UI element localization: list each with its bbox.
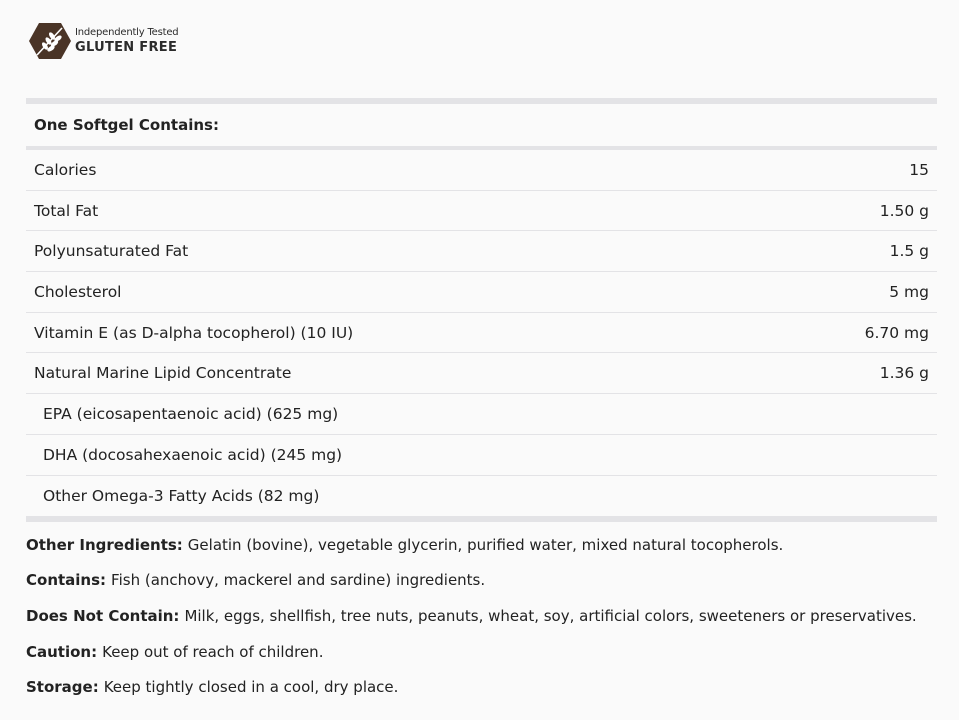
note-text: Keep tightly closed in a cool, dry place. xyxy=(103,678,399,697)
note-other-ingredients xyxy=(26,527,946,563)
facts-row xyxy=(26,353,937,394)
facts-row xyxy=(26,231,937,272)
note-label: Does Not Contain: xyxy=(26,606,180,625)
facts-row xyxy=(26,272,937,313)
facts-subrow xyxy=(26,476,937,517)
badge-tested-label: Independently Tested xyxy=(75,27,179,38)
note-label: Storage: xyxy=(26,678,99,697)
note-does-not-contain xyxy=(26,598,946,634)
facts-row-value: 1.50 g xyxy=(879,201,929,220)
facts-subrow xyxy=(26,435,937,476)
facts-row-label: Natural Marine Lipid Concentrate xyxy=(34,364,292,383)
note-caution xyxy=(26,634,946,670)
note-text: Fish (anchovy, mackerel and sardine) ingredients. xyxy=(111,571,486,590)
facts-row xyxy=(26,191,937,232)
facts-row xyxy=(26,150,937,191)
facts-row-label: Calories xyxy=(34,160,97,179)
facts-row-value: 1.36 g xyxy=(879,364,929,383)
facts-row-label: Vitamin E (as D-alpha tocopherol) (10 IU) xyxy=(34,323,354,342)
note-text: Keep out of reach of children. xyxy=(102,642,324,661)
supplement-facts-table xyxy=(26,98,937,522)
facts-subrow xyxy=(26,394,937,435)
facts-row-label: EPA (eicosapentaenoic acid) (625 mg) xyxy=(43,404,339,423)
facts-row-value: 5 mg xyxy=(889,282,929,301)
note-label: Contains: xyxy=(26,571,107,590)
note-label: Caution: xyxy=(26,642,98,661)
note-label: Other Ingredients: xyxy=(26,535,183,554)
facts-row-label: Polyunsaturated Fat xyxy=(34,242,189,261)
note-text: Gelatin (bovine), vegetable glycerin, purified water, mixed natural tocopherols. xyxy=(187,535,784,554)
facts-row-value: 15 xyxy=(909,160,929,179)
note-text: Milk, eggs, shellfish, tree nuts, peanuts, wheat, soy, artificial colors, sweeteners or preservatives. xyxy=(184,606,917,625)
facts-row-value: 1.5 g xyxy=(889,242,929,261)
facts-header: One Softgel Contains: xyxy=(26,104,937,150)
facts-row-label: Cholesterol xyxy=(34,282,122,301)
ingredient-notes xyxy=(26,527,946,705)
badge-text xyxy=(75,28,178,54)
badge-gluten-free-label: GLUTEN FREE xyxy=(75,40,178,55)
facts-row-label: Total Fat xyxy=(34,201,99,220)
note-contains xyxy=(26,563,946,599)
gluten-free-badge xyxy=(29,22,178,60)
wheat-crossed-icon xyxy=(29,22,71,60)
facts-row-value: 6.70 mg xyxy=(864,323,929,342)
note-storage xyxy=(26,669,946,705)
facts-row-label: Other Omega-3 Fatty Acids (82 mg) xyxy=(43,486,320,505)
facts-row-label: DHA (docosahexaenoic acid) (245 mg) xyxy=(43,445,343,464)
facts-row xyxy=(26,313,937,354)
